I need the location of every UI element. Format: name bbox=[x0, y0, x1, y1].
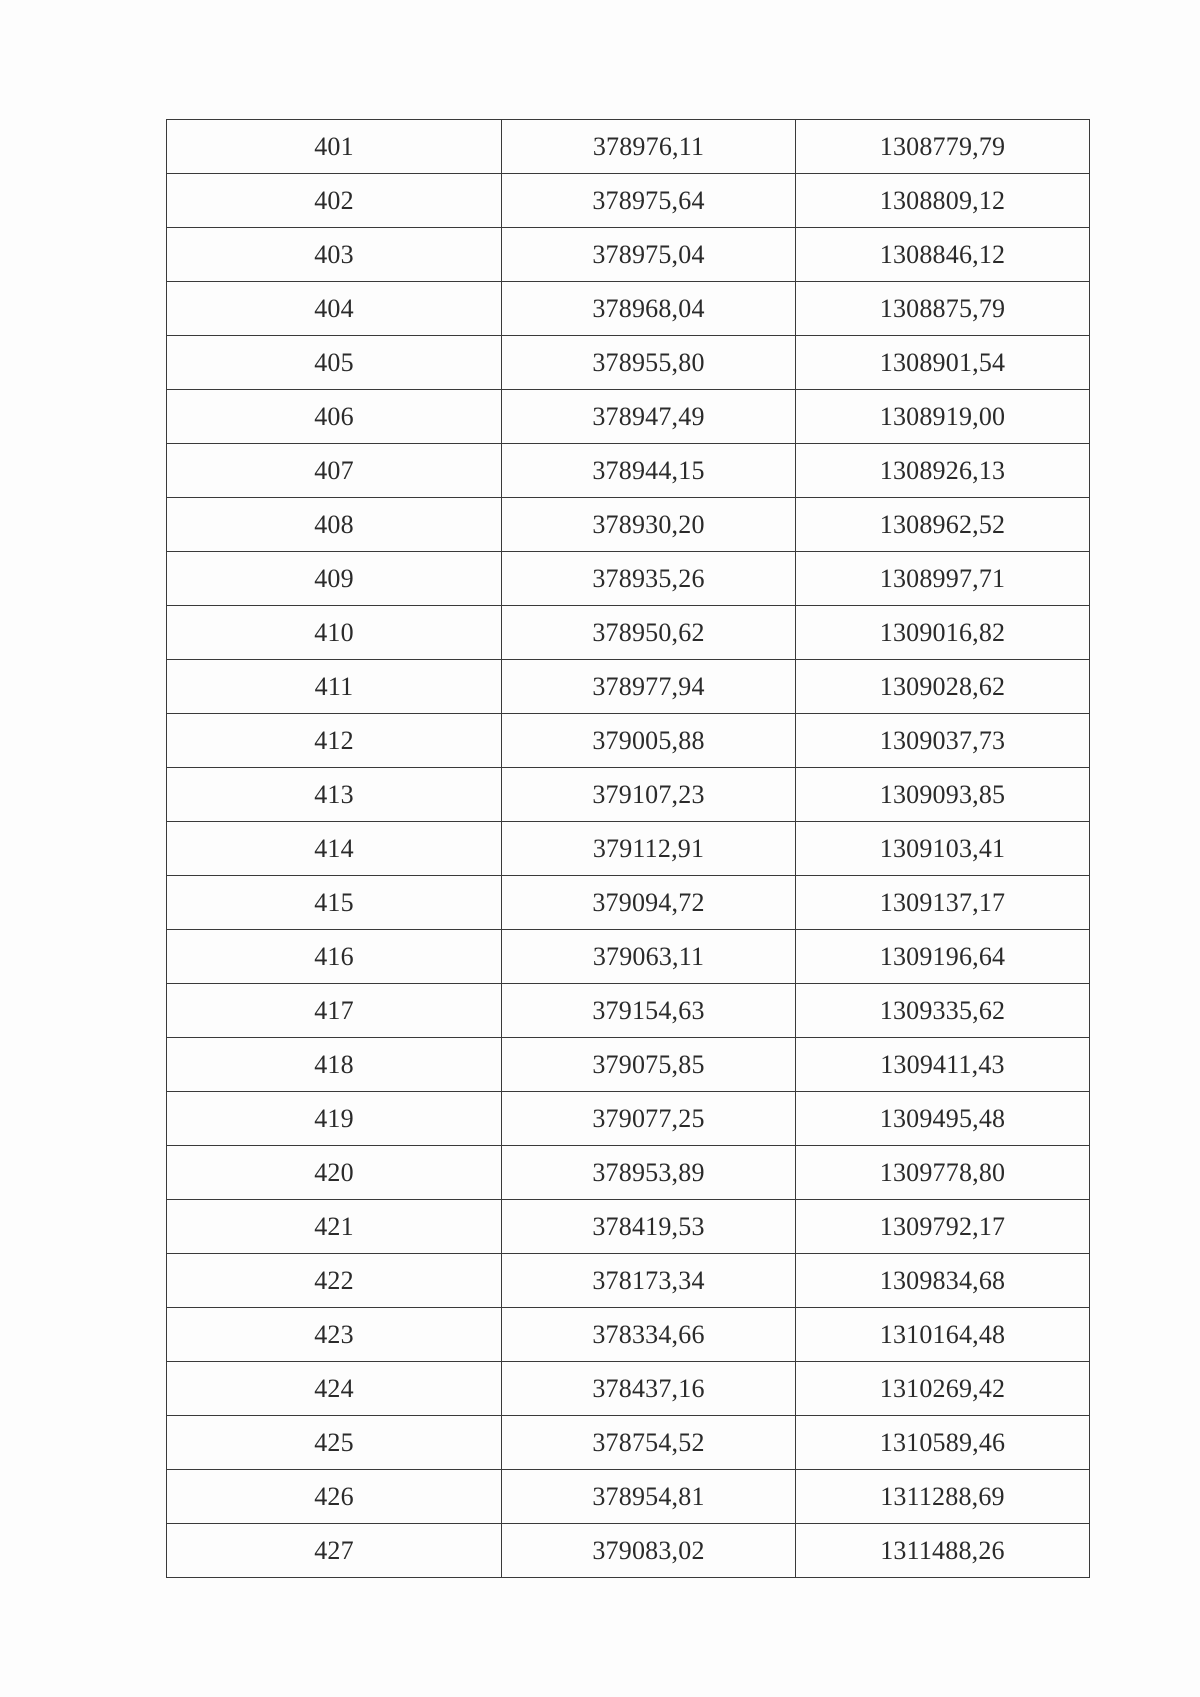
table-row bbox=[167, 876, 1090, 930]
point-number-cell: 404 bbox=[167, 282, 502, 336]
x-coordinate-cell: 378968,04 bbox=[502, 282, 796, 336]
point-number-cell: 414 bbox=[167, 822, 502, 876]
x-coordinate-cell: 378950,62 bbox=[502, 606, 796, 660]
y-coordinate-cell: 1309016,82 bbox=[796, 606, 1090, 660]
table-row bbox=[167, 1416, 1090, 1470]
point-number-cell: 413 bbox=[167, 768, 502, 822]
table-row bbox=[167, 228, 1090, 282]
point-number-cell: 419 bbox=[167, 1092, 502, 1146]
point-number-cell: 420 bbox=[167, 1146, 502, 1200]
table-row bbox=[167, 1524, 1090, 1578]
x-coordinate-cell: 379112,91 bbox=[502, 822, 796, 876]
x-coordinate-cell: 379083,02 bbox=[502, 1524, 796, 1578]
y-coordinate-cell: 1309028,62 bbox=[796, 660, 1090, 714]
x-coordinate-cell: 379077,25 bbox=[502, 1092, 796, 1146]
point-number-cell: 424 bbox=[167, 1362, 502, 1416]
x-coordinate-cell: 379075,85 bbox=[502, 1038, 796, 1092]
coordinates-table-body bbox=[167, 120, 1090, 1578]
x-coordinate-cell: 378947,49 bbox=[502, 390, 796, 444]
point-number-cell: 416 bbox=[167, 930, 502, 984]
y-coordinate-cell: 1309093,85 bbox=[796, 768, 1090, 822]
point-number-cell: 401 bbox=[167, 120, 502, 174]
point-number-cell: 422 bbox=[167, 1254, 502, 1308]
table-row bbox=[167, 1308, 1090, 1362]
x-coordinate-cell: 379154,63 bbox=[502, 984, 796, 1038]
x-coordinate-cell: 379063,11 bbox=[502, 930, 796, 984]
y-coordinate-cell: 1309196,64 bbox=[796, 930, 1090, 984]
y-coordinate-cell: 1308809,12 bbox=[796, 174, 1090, 228]
y-coordinate-cell: 1309103,41 bbox=[796, 822, 1090, 876]
table-row bbox=[167, 282, 1090, 336]
table-row bbox=[167, 1254, 1090, 1308]
x-coordinate-cell: 378977,94 bbox=[502, 660, 796, 714]
coordinates-table bbox=[166, 119, 1090, 1578]
table-row bbox=[167, 984, 1090, 1038]
y-coordinate-cell: 1308901,54 bbox=[796, 336, 1090, 390]
y-coordinate-cell: 1309792,17 bbox=[796, 1200, 1090, 1254]
x-coordinate-cell: 378437,16 bbox=[502, 1362, 796, 1416]
point-number-cell: 421 bbox=[167, 1200, 502, 1254]
y-coordinate-cell: 1311488,26 bbox=[796, 1524, 1090, 1578]
x-coordinate-cell: 378935,26 bbox=[502, 552, 796, 606]
point-number-cell: 408 bbox=[167, 498, 502, 552]
point-number-cell: 402 bbox=[167, 174, 502, 228]
y-coordinate-cell: 1310269,42 bbox=[796, 1362, 1090, 1416]
table-row bbox=[167, 390, 1090, 444]
y-coordinate-cell: 1308926,13 bbox=[796, 444, 1090, 498]
table-row bbox=[167, 336, 1090, 390]
table-row bbox=[167, 822, 1090, 876]
x-coordinate-cell: 378955,80 bbox=[502, 336, 796, 390]
y-coordinate-cell: 1309137,17 bbox=[796, 876, 1090, 930]
point-number-cell: 427 bbox=[167, 1524, 502, 1578]
table-row bbox=[167, 1362, 1090, 1416]
table-row bbox=[167, 1092, 1090, 1146]
x-coordinate-cell: 378975,64 bbox=[502, 174, 796, 228]
table-row bbox=[167, 552, 1090, 606]
y-coordinate-cell: 1308875,79 bbox=[796, 282, 1090, 336]
y-coordinate-cell: 1311288,69 bbox=[796, 1470, 1090, 1524]
point-number-cell: 415 bbox=[167, 876, 502, 930]
point-number-cell: 403 bbox=[167, 228, 502, 282]
x-coordinate-cell: 378419,53 bbox=[502, 1200, 796, 1254]
x-coordinate-cell: 378953,89 bbox=[502, 1146, 796, 1200]
table-row bbox=[167, 606, 1090, 660]
y-coordinate-cell: 1309834,68 bbox=[796, 1254, 1090, 1308]
point-number-cell: 410 bbox=[167, 606, 502, 660]
point-number-cell: 409 bbox=[167, 552, 502, 606]
x-coordinate-cell: 378975,04 bbox=[502, 228, 796, 282]
y-coordinate-cell: 1310589,46 bbox=[796, 1416, 1090, 1470]
point-number-cell: 405 bbox=[167, 336, 502, 390]
x-coordinate-cell: 378754,52 bbox=[502, 1416, 796, 1470]
y-coordinate-cell: 1309335,62 bbox=[796, 984, 1090, 1038]
point-number-cell: 417 bbox=[167, 984, 502, 1038]
x-coordinate-cell: 378930,20 bbox=[502, 498, 796, 552]
y-coordinate-cell: 1309037,73 bbox=[796, 714, 1090, 768]
y-coordinate-cell: 1308846,12 bbox=[796, 228, 1090, 282]
table-row bbox=[167, 120, 1090, 174]
y-coordinate-cell: 1309495,48 bbox=[796, 1092, 1090, 1146]
x-coordinate-cell: 378173,34 bbox=[502, 1254, 796, 1308]
table-row bbox=[167, 1038, 1090, 1092]
y-coordinate-cell: 1309411,43 bbox=[796, 1038, 1090, 1092]
table-row bbox=[167, 714, 1090, 768]
x-coordinate-cell: 378334,66 bbox=[502, 1308, 796, 1362]
point-number-cell: 423 bbox=[167, 1308, 502, 1362]
table-row bbox=[167, 1146, 1090, 1200]
x-coordinate-cell: 379107,23 bbox=[502, 768, 796, 822]
table-row bbox=[167, 174, 1090, 228]
point-number-cell: 411 bbox=[167, 660, 502, 714]
point-number-cell: 406 bbox=[167, 390, 502, 444]
y-coordinate-cell: 1310164,48 bbox=[796, 1308, 1090, 1362]
x-coordinate-cell: 378944,15 bbox=[502, 444, 796, 498]
table-row bbox=[167, 660, 1090, 714]
y-coordinate-cell: 1308919,00 bbox=[796, 390, 1090, 444]
y-coordinate-cell: 1309778,80 bbox=[796, 1146, 1090, 1200]
x-coordinate-cell: 379094,72 bbox=[502, 876, 796, 930]
table-row bbox=[167, 444, 1090, 498]
table-row bbox=[167, 1200, 1090, 1254]
y-coordinate-cell: 1308997,71 bbox=[796, 552, 1090, 606]
table-row bbox=[167, 1470, 1090, 1524]
x-coordinate-cell: 379005,88 bbox=[502, 714, 796, 768]
point-number-cell: 412 bbox=[167, 714, 502, 768]
x-coordinate-cell: 378954,81 bbox=[502, 1470, 796, 1524]
point-number-cell: 426 bbox=[167, 1470, 502, 1524]
table-row bbox=[167, 768, 1090, 822]
x-coordinate-cell: 378976,11 bbox=[502, 120, 796, 174]
table-row bbox=[167, 498, 1090, 552]
y-coordinate-cell: 1308779,79 bbox=[796, 120, 1090, 174]
point-number-cell: 407 bbox=[167, 444, 502, 498]
y-coordinate-cell: 1308962,52 bbox=[796, 498, 1090, 552]
table-row bbox=[167, 930, 1090, 984]
point-number-cell: 425 bbox=[167, 1416, 502, 1470]
point-number-cell: 418 bbox=[167, 1038, 502, 1092]
